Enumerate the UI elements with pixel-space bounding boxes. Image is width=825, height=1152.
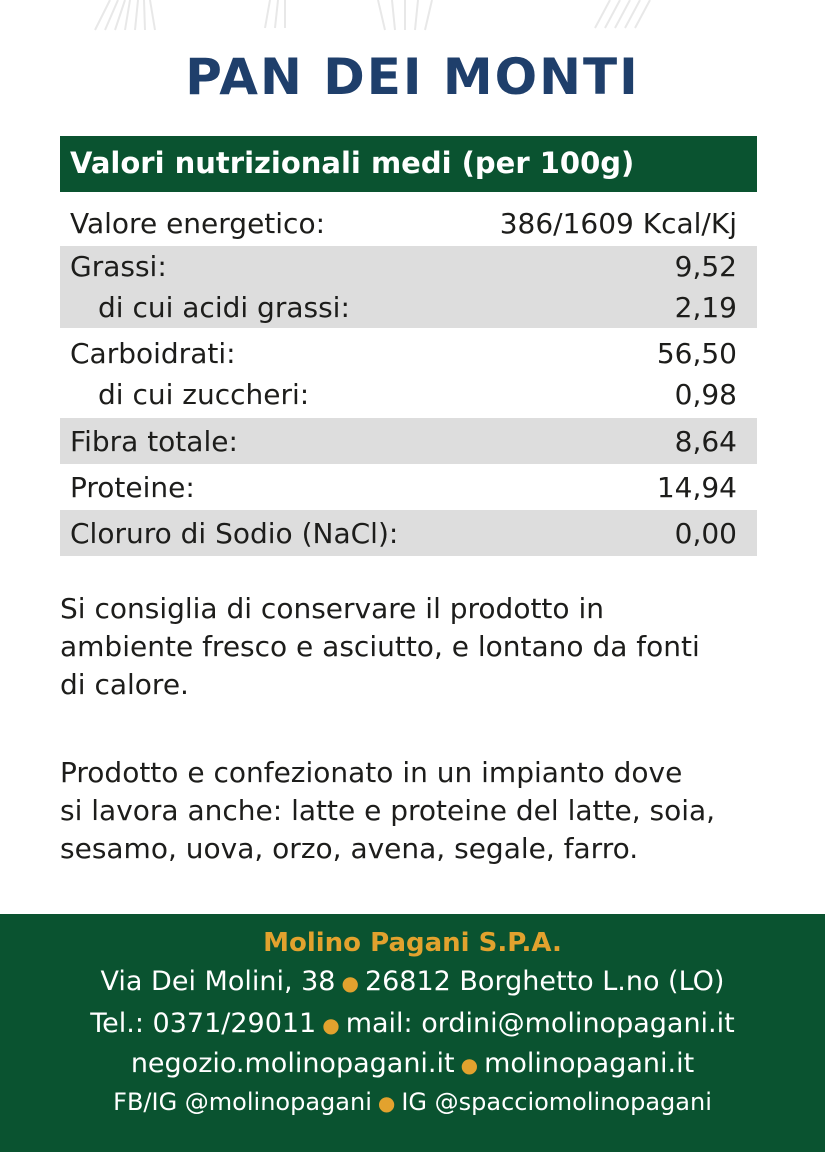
nutrition-row-fatty-acids	[60, 286, 757, 328]
dot-icon: ●	[377, 1091, 396, 1115]
phone-number: Tel.: 0371/29011	[90, 1008, 317, 1039]
nutrition-row-fats	[60, 246, 757, 286]
nutrition-label: di cui acidi grassi:	[98, 290, 350, 324]
social-handle-main[interactable]: FB/IG @molinopagani	[113, 1088, 372, 1116]
wheat-decoration-icon	[0, 0, 825, 40]
company-footer	[0, 914, 825, 1152]
email-link[interactable]: mail: ordini@molinopagani.it	[345, 1008, 735, 1039]
nutrition-row-salt	[60, 510, 757, 556]
nutrition-label: di cui zuccheri:	[98, 377, 310, 411]
nutrition-group-fats	[60, 246, 757, 328]
nutrition-table	[60, 200, 757, 556]
social-handle-shop[interactable]: IG @spacciomolinopagani	[401, 1088, 712, 1116]
nutrition-value: 386/1609 Kcal/Kj	[499, 206, 737, 240]
shop-site-link[interactable]: negozio.molinopagani.it	[130, 1048, 455, 1079]
nutrition-label: Cloruro di Sodio (NaCl):	[70, 516, 399, 550]
storage-line: ambiente fresco e asciutto, e lontano da fonti	[60, 630, 700, 663]
nutrition-label: Grassi:	[70, 249, 167, 283]
contact-line	[0, 1008, 825, 1039]
nutrition-value: 56,50	[656, 336, 737, 370]
nutrition-value: 2,19	[674, 290, 737, 324]
company-name: Molino Pagani S.P.A.	[263, 928, 562, 958]
dot-icon: ●	[460, 1053, 479, 1077]
nutrition-table-header: Valori nutrizionali medi (per 100g)	[60, 136, 757, 192]
nutrition-group-carbs	[60, 332, 757, 414]
nutrition-value: 0,98	[674, 377, 737, 411]
website-line	[0, 1048, 825, 1079]
nutrition-value: 9,52	[674, 249, 737, 283]
social-line	[0, 1088, 825, 1116]
nutrition-value: 8,64	[674, 424, 737, 458]
storage-instructions	[60, 590, 780, 704]
storage-line: di calore.	[60, 668, 189, 701]
nutrition-value: 14,94	[656, 470, 737, 504]
nutrition-label: Fibra totale:	[70, 424, 238, 458]
storage-line: Si consiglia di conservare il prodotto in	[60, 592, 604, 625]
nutrition-label: Proteine:	[70, 470, 195, 504]
nutrition-row-protein	[60, 464, 757, 510]
allergen-line: Prodotto e confezionato in un impianto dove	[60, 756, 683, 789]
product-title: PAN DEI MONTI	[185, 48, 640, 106]
address-city: 26812 Borghetto L.no (LO)	[364, 966, 725, 997]
nutrition-row-sugars	[60, 374, 757, 414]
nutrition-label: Valore energetico:	[70, 206, 326, 240]
site-link[interactable]: molinopagani.it	[484, 1048, 695, 1079]
dot-icon: ●	[322, 1013, 340, 1037]
address-line	[0, 966, 825, 997]
dot-icon: ●	[341, 971, 359, 995]
address-street: Via Dei Molini, 38	[100, 966, 336, 997]
allergen-line: si lavora anche: latte e proteine del latte, soia,	[60, 794, 716, 827]
nutrition-value: 0,00	[674, 516, 737, 550]
allergen-line: sesamo, uova, orzo, avena, segale, farro.	[60, 832, 639, 865]
nutrition-label: Carboidrati:	[70, 336, 236, 370]
nutrition-row-energy	[60, 200, 757, 246]
nutrition-row-fiber	[60, 418, 757, 464]
allergen-notice	[60, 754, 780, 868]
nutrition-row-carbs	[60, 332, 757, 374]
